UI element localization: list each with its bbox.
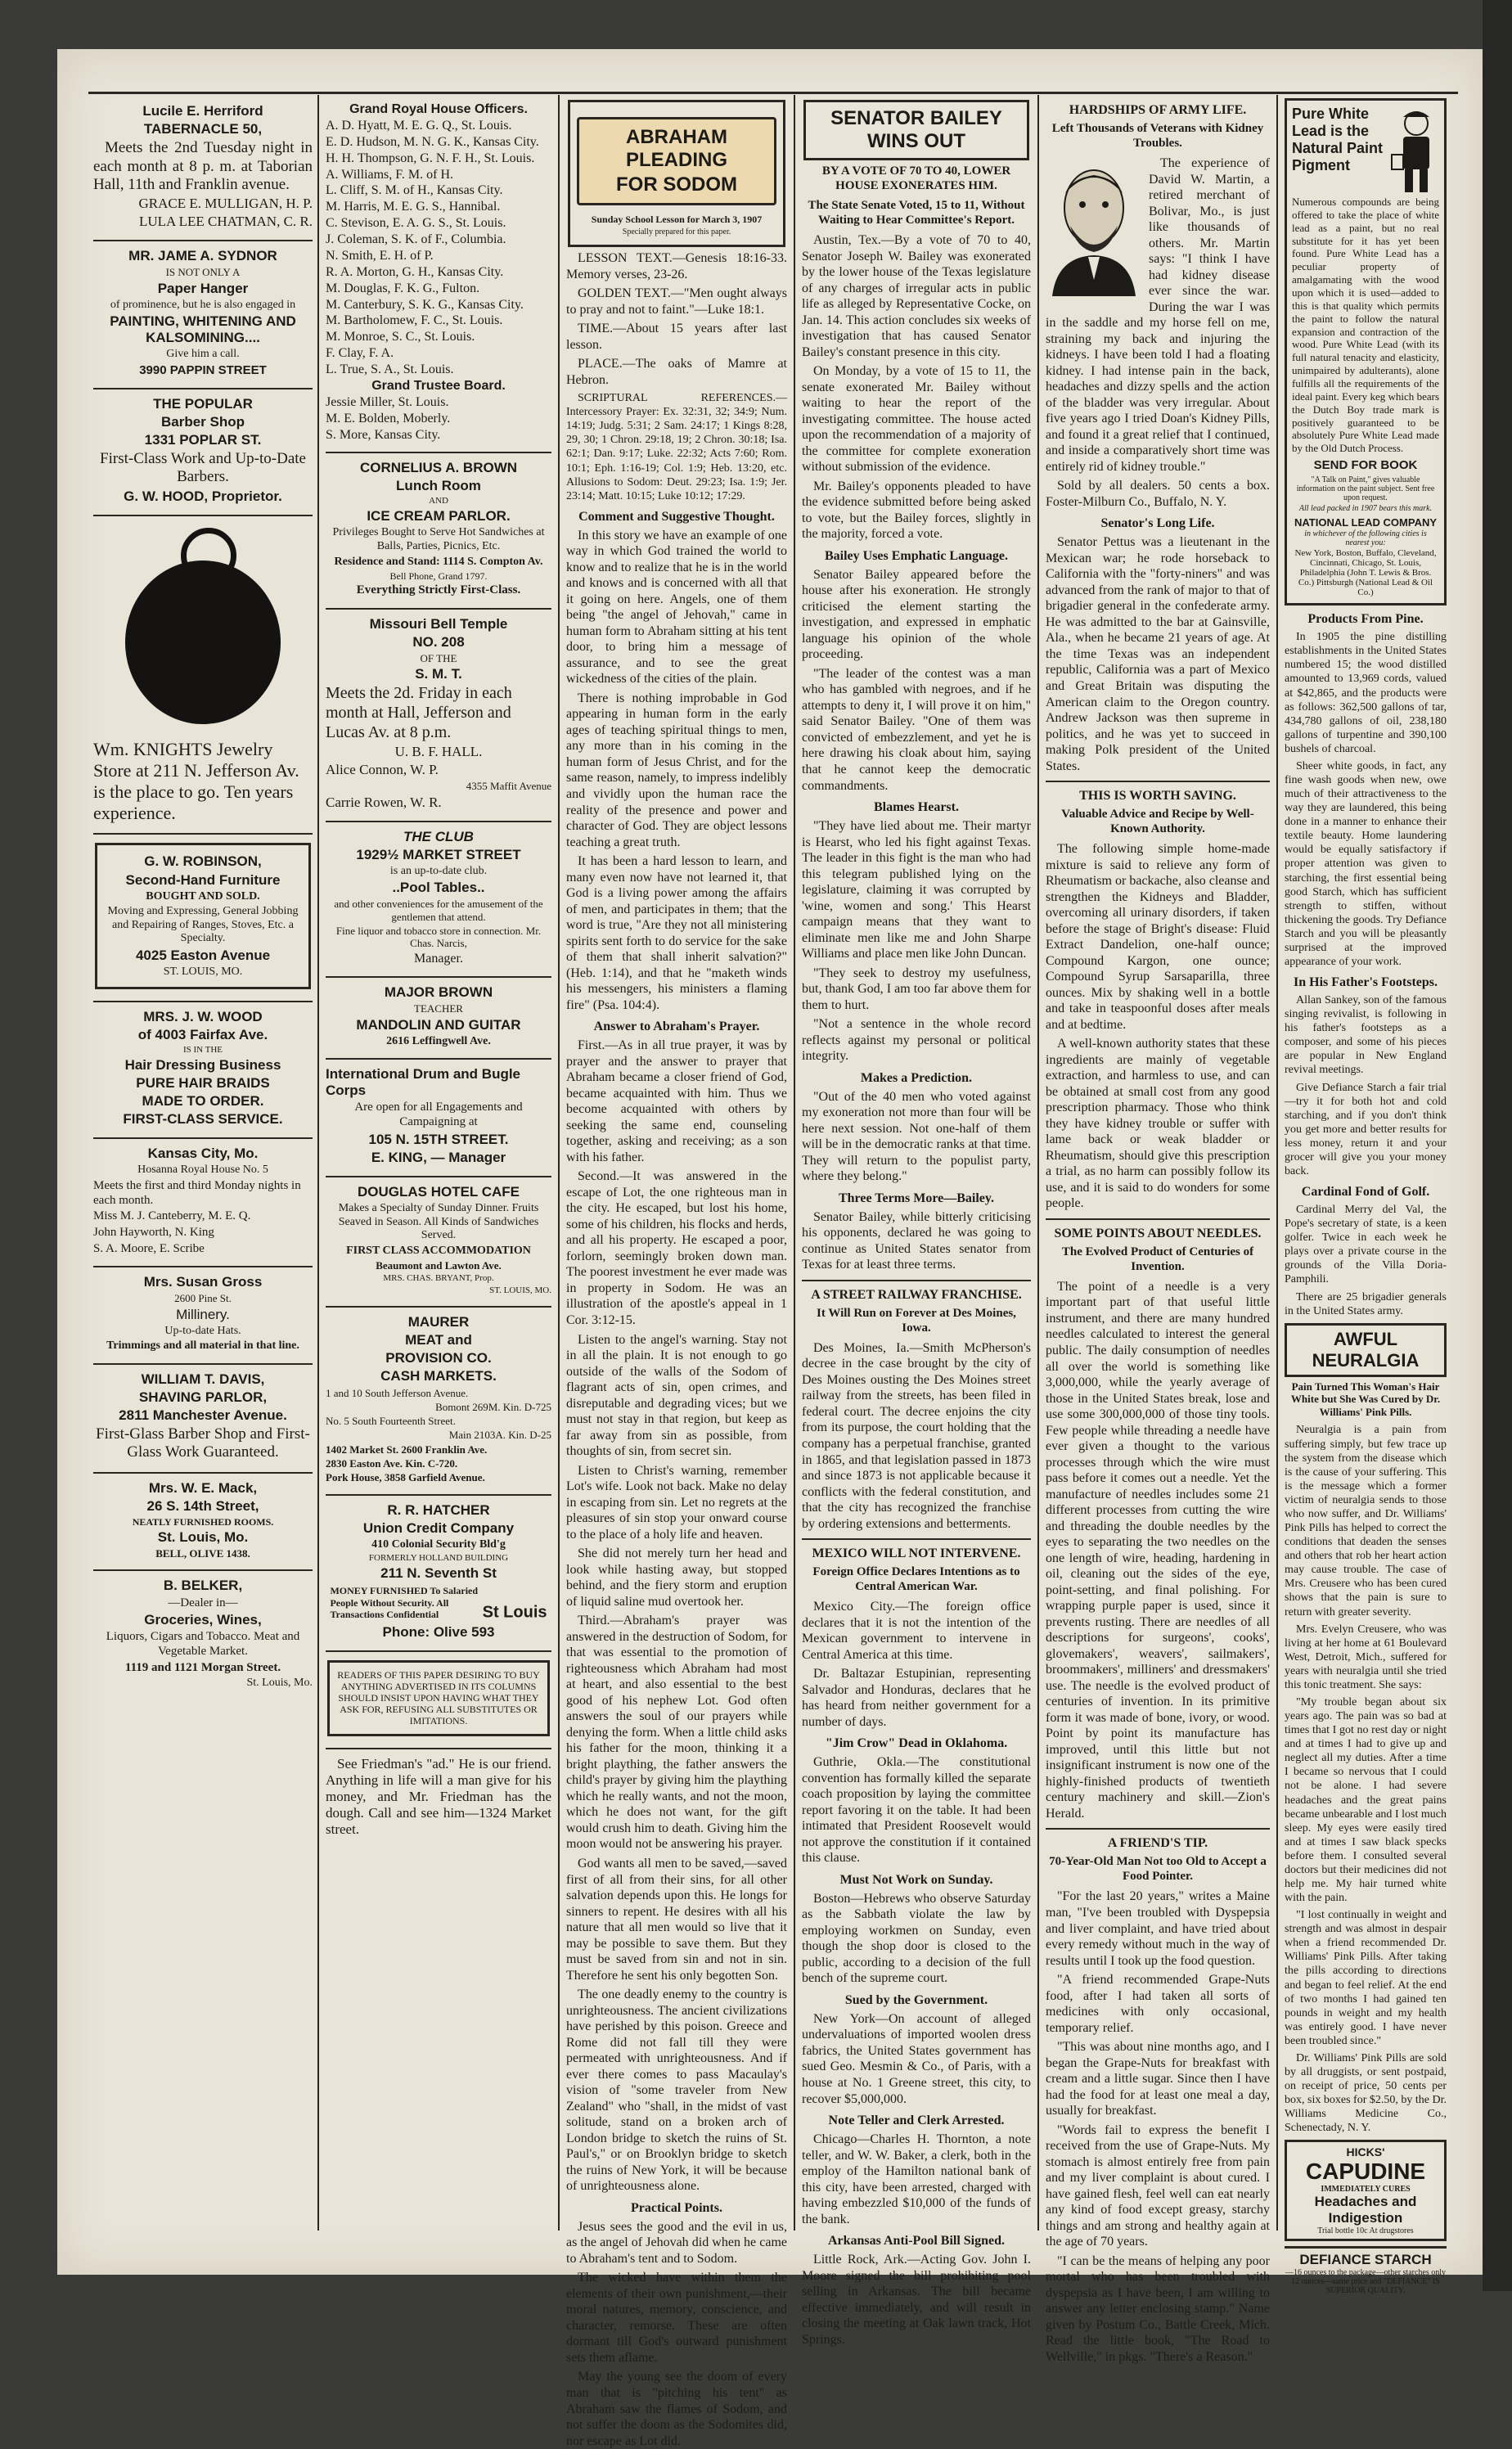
column-rule-4 [1037, 95, 1039, 2231]
lesson-title-box [568, 100, 785, 247]
royal-officer-13: M. Bartholomew, F. C., St. Louis. [326, 313, 503, 328]
neuralgia-p2: Mrs. Evelyn Creusere, who was living at her home at 61 Boulevard West, Detroit, Mich., suffered for years with neuralgia until she tried this tonic treatment. She says: [1285, 1623, 1447, 1691]
royal-officer-8: J. Coleman, S. K. of F., Columbia. [326, 232, 506, 246]
ad-drum-corps [326, 1060, 551, 1177]
bailey-p4: Senator Bailey appeared before the house after his exoneration. He strongly criticised the element starting the investigation, and expressed in emphatic language his opinion of the whole proceeding. [802, 567, 1031, 662]
temple-addr: 4355 Maffit Avenue [466, 780, 551, 793]
royal-officers-list [326, 119, 551, 378]
royal-officer-11: M. Douglas, F. K. G., Fulton. [326, 281, 480, 295]
sydnor-text: of prominence, but he is also engaged in [110, 298, 296, 311]
lesson-p12: Listen to Christ's warning, remember Lot's wife. Look not back. Make no delay in escaping from sin. Let no regrets at the pleasures of sin stop your onward course to the place of a holy life and heaven. [566, 1463, 787, 1542]
gross-name: Mrs. Susan Gross [143, 1274, 263, 1290]
bailey-p7: "They seek to destroy my usefulness, but, thank God, I am too far above them for them to hurt. [802, 966, 1031, 1012]
lead-send: SEND FOR BOOK [1313, 458, 1418, 473]
railway-headline: A STREET RAILWAY FRANCHISE. [802, 1280, 1031, 1303]
lesson-p9: First.—As in all true prayer, it was by prayer and the answer to prayer that Abraham became a closer friend of God, became acquainted with him. Thus we become acquainted with others by seeking the same end, counseling together, asking and receiving; as a son with his father. [566, 1038, 787, 1164]
column-1 [88, 97, 317, 2265]
saving-sub: Valuable Advice and Recipe by Well-Known Authority. [1061, 808, 1254, 836]
lesson-p17: Jesus sees the good and the evil in us, as the angel of Jehovah did when he came to Abraham's tent and to Sodom. [566, 2219, 787, 2266]
wood-line2: MADE TO ORDER. [142, 1093, 264, 1110]
royal-officer-10: R. A. Morton, G. H., Kansas City. [326, 264, 504, 279]
royal-trustee-3: S. More, Kansas City. [326, 427, 441, 442]
wood-addr: of 4003 Fairfax Ave. [137, 1027, 268, 1043]
lesson-p3: TIME.—About 15 years after last lesson. [566, 322, 787, 352]
neuralgia-title: AWFUL NEURALGIA [1312, 1328, 1420, 1371]
kc-text: Meets the first and third Monday nights in each month. [93, 1178, 301, 1207]
lesson-p16: The one deadly enemy to the country is unrighteousness. The ancient civilizations have perished by this poison. Greece and Rome did not fall till they were permeated with unrighteousness. And if ever there comes to pass Macaulay's vision of "some traveler from New Zealand" who "shall, in the midst of vast solitude, stand on a broken arch of London bridge to sketch the ruins of St. Paul's," or on Brooklyn bridge to sketch the ruins of New York, it will be because of unrighteousness alone. [566, 1988, 787, 2194]
bailey-p5: "The leader of the contest was a man who has gambled with negroes, and if he attempts to deny it, I will prove it on him," said Senator Bailey. "One of them was convicted of embezzlement, and yet he is here drawing his cloak about him, saying that he cannot keep the democratic commandments. [802, 666, 1031, 793]
saving-p2: A well-known authority states that these ingredients are mainly of vegetable extraction, and harmless to use, and can be obtained at small cost from any good prescription pharmacy. Those who think they have kidney trouble or suffer with lame back or weak bladder or Rheumatism, should give this prescription a trial, as no harm can possibly follow its use, and it is said to do wonders for some people. [1046, 1037, 1270, 1211]
lesson-p8: It has been a hard lesson to learn, and many even now have not learned it, that God is a living power among the affairs of men, and participates in them; that the word is true, "Are they not all ministering spirits sent forth to do service for the sake of them that shall inherit salvation?" (Heb. 1:14), and that he "maketh winds his messengers, his ministers a flaming fire" (Psa. 104:4). [566, 854, 787, 1012]
bailey-p8: "Not a sentence in the whole record reflects against my personal or political integrity. [802, 1017, 1031, 1064]
maurer-a3: No. 5 South Fourteenth Street. [326, 1415, 456, 1428]
defiance-title: DEFIANCE STARCH [1299, 2252, 1432, 2268]
army-sub: Left Thousands of Veterans with Kidney Troubles. [1051, 122, 1264, 150]
ad-gross [93, 1267, 313, 1364]
ad-knights [93, 516, 313, 835]
kc-officer-1: Miss M. J. Canteberry, M. E. Q. [93, 1209, 251, 1223]
column-3 [561, 97, 792, 2448]
maurer-a7: Pork House, 3858 Garfield Avenue. [326, 1471, 485, 1484]
lesson-p13: She did not merely turn her head and look while hasting away, but stopped behind, and the fiery storm and eruption of liquid saline mud overtook her. [566, 1546, 787, 1609]
royal-officer-1: A. D. Hyatt, M. E. G. Q., St. Louis. [326, 118, 512, 133]
tip-p2: "A friend recommended Grape-Nuts food, after I had taken all sorts of medicines with only occasional, temporary relief. [1046, 1973, 1270, 2035]
maurer-a2: Bomont 269M. Kin. D-725 [435, 1400, 551, 1413]
kc-sub: Hosanna Royal House No. 5 [137, 1164, 268, 1177]
railway-sub: It Will Run on Forever at Des Moines, Iowa. [817, 1306, 1016, 1335]
robinson-title: Second-Hand Furniture [125, 871, 281, 888]
drum-title: International Drum and Bugle Corps [326, 1066, 521, 1099]
railway-p1: Des Moines, Ia.—Smith McPherson's decree in the case brought by the city of Des Moines ousting the Des Moines street railway from the streets, has been filed in federal court. The decree enjoins the city from its purpose, the court holding that the company has a perpetual franchise, granted in 1865, and that legislation passed in 1873 and since 1873 is not applicable because it conflicts with the federal constitution, and that the city has recognized the franchise by ordering extensions and betterments. [802, 1340, 1031, 1531]
ad-douglas-hotel [326, 1177, 551, 1308]
davis-addr: 2811 Manchester Avenue. [119, 1407, 287, 1423]
brown-and: AND [429, 496, 448, 506]
bailey-s4: Three Terms More—Bailey. [838, 1191, 995, 1205]
royal-title: Grand Royal House Officers. [349, 102, 528, 116]
sued-head: Sued by the Government. [844, 1992, 988, 2007]
lesson-sub: Sunday School Lesson for March 3, 1907 [591, 214, 763, 225]
arkansas-head: Arkansas Anti-Pool Bill Signed. [827, 2234, 1006, 2249]
ad-barber [93, 389, 313, 516]
ad-readers-notice [326, 1652, 551, 1749]
robinson-text: Moving and Expressing, General Jobbing and Repairing of Ranges, Stoves, Etc. a Specialty. [107, 905, 299, 945]
ad-bell-temple [326, 610, 551, 822]
army-p2: Sold by all dealers. 50 cents a box. Foster-Milburn Co., Buffalo, N. Y. [1046, 479, 1270, 509]
mack-rooms: NEATLY FURNISHED ROOMS. [132, 1515, 274, 1528]
bailey-p6: "They have lied about me. Their martyr is Hearst, who led his fight against Texas. The leader in this fight is the man who had this telegram published lying on the legislature, claiming it was corrupted by 'wine, women and song.' This Hearst campaign means that they want to eliminate men like me and John Sharpe Williams and place men like John Duncan. [802, 819, 1031, 961]
sydnor-sub: IS NOT ONLY A [165, 266, 241, 279]
capudine-pre: HICKS' [1346, 2145, 1385, 2159]
bailey-p1: Austin, Tex.—By a vote of 70 to 40, Senator Joseph W. Bailey was exonerated by the lower house of the Texas legislature of any charges of irregular acts in public life as alleged by Representative Cocke, on Jan. 14. This action concludes six weeks of investigation that has caused Senator Bailey's constant presence in this city. [802, 233, 1031, 359]
bailey-sub2: The State Senate Voted, 15 to 11, Without Waiting to Hear Committee's Report. [808, 199, 1025, 227]
portrait-illustration [1046, 157, 1142, 296]
club-text: and other conveniences for the amusement of the gentlemen that attend. [334, 898, 543, 923]
dark-margin-right [1483, 0, 1512, 2291]
ad-major-brown [326, 978, 551, 1060]
army-headline: HARDSHIPS OF ARMY LIFE. [1069, 103, 1247, 117]
lesson-p10: Second.—It was answered in the escape of Lot, the one righteous man in the city. He escaped, but lost his home, some of his children, his flocks and herds, and all his property. He escaped a poor, forlorn, seemingly broken down man. The poorest investment he ever made was in property in Sodom. He was an illustration of the apostle's appeal in 1 Cor. 3:12-15. [566, 1169, 787, 1327]
ad-kansas-city [93, 1139, 313, 1267]
tip-p3: "This was about nine months ago, and I began the Grape-Nuts for breakfast with cream and a little sugar. Since then I have had the food for at least one meal a day, usually for breakfast. [1046, 2040, 1270, 2118]
friedman-text: See Friedman's "ad." He is our friend. Anything in life will a man give for his money, and Mr. Friedman has the dough. Call and see him—1324 Market street. [326, 1755, 551, 1837]
hatcher-addr1: 410 Colonial Security Bld'g [371, 1537, 506, 1551]
ad-mack [93, 1474, 313, 1572]
ad-the-club [326, 822, 551, 979]
barber-prop: G. W. HOOD, Proprietor. [124, 488, 282, 504]
bailey-s1: Bailey Uses Emphatic Language. [824, 548, 1008, 563]
wood-line1: PURE HAIR BRAIDS [136, 1075, 270, 1092]
tip-p1: "For the last 20 years," writes a Maine man, "I've been troubled with Dyspepsia and liver complaint, and have tried about every remedy without much in the way of results until I took up the food question. [1046, 1889, 1270, 1968]
belker-city: St. Louis, Mo. [246, 1677, 313, 1690]
herriford-sig1: GRACE E. MULLIGAN, H. P. [138, 196, 313, 212]
maurer-a5: 1402 Market St. 2600 Franklin Ave. [326, 1443, 488, 1456]
royal-officer-16: L. True, S. A., St. Louis. [326, 362, 454, 376]
lesson-p6: In this story we have an example of one way in which God trained the world to know and to realize that he is in the world and knows and is concerned with all that it going on here. Angels, one of them being "the angel of Jehovah," came in human form to Abraham sitting at his tent door, to bring him a message of assurance, and to see the great wickedness of the cities of the plain. [566, 528, 787, 687]
royal-officer-2: E. D. Hudson, M. N. G. K., Kansas City. [326, 134, 539, 149]
lesson-banner [577, 117, 776, 205]
lesson-p19: May the young see the doom of every man that is "pitching his tent" as Abraham saw the flames of Sodom, and not suffer the doom as the Sodomites did, nor escape as Lot did. [566, 2370, 787, 2448]
sunday-p: Boston—Hebrews who observe Saturday as the Sabbath violate the law by employing workmen on Sunday, even though the shop door is closed to the public, according to a decision of the full bench of the supreme court. [802, 1891, 1031, 1986]
bailey-s3: Makes a Prediction. [860, 1070, 973, 1085]
column-rule-3 [794, 95, 795, 2231]
maurer-title: MAURER [407, 1314, 470, 1330]
gross-text2: Trimmings and all material in that line. [106, 1339, 299, 1353]
capudine-line1: Headaches and [1314, 2194, 1417, 2210]
neuralgia-p1: Neuralgia is a pain from suffering simply, but few trace up the system from the disease which is the cause of your suffering. This is the message which a former victim of neuralgia sends to those who now suffer, and Dr. Williams' Pink Pills has helped to correct the conditions that deaden the senses and others that rob her heart action may cause trouble. The case of Mrs. Creusere who has been cured shows that the pain is sure to return with greater severity. [1285, 1424, 1447, 1618]
lesson-p15: God wants all men to be saved,—saved first of all from their sins, for all other salvation depends upon this. He longs for sinners to repent. He desires with all his nature that all men would so live that it may be possible to save them. But they must be saved from sin and not in sin. Therefore he sent his only begotten Son. [566, 1857, 787, 1983]
robinson-addr: 4025 Easton Avenue [135, 947, 271, 963]
ad-white-lead [1285, 98, 1447, 605]
column-rule-2 [558, 95, 560, 2231]
column-rule-1 [317, 95, 319, 2231]
robinson-name: G. W. ROBINSON, [144, 853, 262, 870]
tip-headline: A FRIEND'S TIP. [1046, 1828, 1270, 1851]
barber-title: Barber Shop [160, 413, 245, 430]
club-title: THE CLUB [403, 828, 474, 844]
neuralgia-p5: Dr. Williams' Pink Pills are sold by all druggists, or sent postpaid, on receipt of price, 50 cents per box, six boxes for $2.50, by the Dr. Williams Medicine Co., Schenectady, N. Y. [1285, 2051, 1447, 2135]
lead-note: All lead packed in 1907 bears this mark. [1298, 504, 1433, 514]
lead-p1: Numerous compounds are being offered to take the place of white lead as a paint, but no real substitute for it has yet been found. Pure White Lead has a peculiar property of amalgamating with the wood upon which it is used—added to this is that quality which permits the paint to follow the natural expansion and contraction of the wood. Pure White Lead (with its full natural tenacity and elasticity, unimpaired by adulterants), alone fulfills all the requirements of the ideal paint. Every keg which bears the Dutch Boy trade mark is positively guaranteed to be absolutely Pure White Lead made by the Old Dutch Process. [1292, 196, 1439, 455]
lead-co: NATIONAL LEAD COMPANY [1294, 516, 1438, 529]
bailey-headline-box [803, 100, 1029, 160]
hatcher-phone: Phone: Olive 593 [382, 1623, 495, 1640]
mack-city: St. Louis, Mo. [157, 1529, 249, 1546]
barber-addr: 1331 POPLAR ST. [144, 431, 262, 448]
mack-bell: BELL, OLIVE 1438. [155, 1547, 250, 1560]
mexico-p1: Mexico City.—The foreign office declares that it is not the intention of the Mexican government to intervene in Central America at this time. [802, 1600, 1031, 1662]
drum-mgr: E. KING, — Manager [371, 1149, 506, 1165]
wood-title: Hair Dressing Business [124, 1057, 281, 1074]
barber-text: First-Class Work and Up-to-Date Barbers. [100, 449, 306, 486]
temple-smt: S. M. T. [415, 666, 462, 682]
cardinal-p: Cardinal Merry del Val, the Pope's secretary of state, is a keen golfer. Twice in each week he plays over a private course in the grounds of the Villa Doria-Pamphili. [1285, 1204, 1447, 1286]
hatcher-money: MONEY FURNISHED To Salaried People Without Security. All Transactions Confidential [330, 1585, 479, 1620]
douglas-text: Makes a Specialty of Sunday Dinner. Fruits Seaved in Season. All Kinds of Sandwiches Served. [338, 1201, 539, 1242]
club-big: ..Pool Tables.. [392, 880, 485, 896]
wood-tag: FIRST-CLASS SERVICE. [123, 1111, 283, 1128]
column-4 [797, 97, 1036, 2347]
kc-officer-3: S. A. Moore, E. Scribe [93, 1241, 205, 1255]
belker-title: Groceries, Wines, [144, 1612, 262, 1628]
newspaper-page [57, 49, 1483, 2448]
tip-p4: "Words fail to express the benefit I received from the use of Grape-Nuts. My stomach is almost entirely free from pain and my liver complaint is about cured. I have gained flesh, feel well can eat nearly any kind of food except greasy, starchy things and am strong and healthy again at the age of 70 years. [1046, 2123, 1270, 2249]
pine-p: In 1905 the pine distilling establishments in the United States numbered 15; the wood distilled amounted to 13,969 cords, valued at $42,865, and the products were as follows: 362,500 gallons of tar, 434,780 gallons of oil, 238,180 gallons of turpentine and 390,100 bushels of charcoal. [1285, 631, 1447, 755]
mexico-p2: Dr. Baltazar Estupinian, representing Salvador and Honduras, declares that he has heard from neither government for a number of days. [802, 1667, 1031, 1729]
jimcrow-p: Guthrie, Okla.—The constitutional convention has formally killed the separate coach proposition by laying the committee report favoring it on the table. It had been intimated that President Roosevelt would not approve the constitution if it contained this clause. [802, 1755, 1031, 1866]
bailey-p10: Senator Bailey, while bitterly criticising his opponents, declared he was going to continue as United States senator from Texas for at least three terms. [802, 1209, 1031, 1272]
top-rule [88, 92, 1458, 94]
jimcrow-head: "Jim Crow" Dead in Oklahoma. [825, 1736, 1008, 1751]
lesson-p7: There is nothing improbable in God appearing in human form in the early ages of teaching spiritual things to men, any more than in his coming in the human form of Jesus Christ, and for the same reason, namely, to impress indelibly and vividly upon the human race the reality of the presence and power and character of God. They are object lessons teaching a great truth. [566, 691, 787, 849]
needles-p: The point of a needle is a very important part of that useful little instrument, and there are many hundred needles calculated to interest the general public. The daily consumption of needles all over the world is something like 3,000,000, while the yearly average of those in the United States break, lose and use some 300,000,000 of those tiny tools. Few people while threading a needle have ever given a thought to the various processes through which the wire must pass before it comes out a needle. Yet the manufacture of needles includes some 21 different processes from cutting the wire and threading the double needles by the eyes to separating the two needles on the one length of wire, heading, hardening in oil, cleaning out the sides of the eye, point-setting, and final polishing. For wrapping purple paper is used, since it prevents rusting. There are needles of all descriptions for surgeons', cooks', glovemakers', weavers', sailmakers', broommakers', milliners' and dressmakers' use. The needle is the evolved product of centuries of invention. In its primitive form it was made of bone, ivory, or wood. Point by point its manufacture has improved, until this little but not insignificant instrument is now one of the highly-finished products of twentieth century machinery and skill.—Zion's Herald. [1046, 1279, 1270, 1821]
ad-sydnor [93, 241, 313, 389]
temple-ubf: U. B. F. HALL. [394, 744, 483, 760]
readers-text: READERS OF THIS PAPER DESIRING TO BUY ANYTHING ADVERTISED IN ITS COLUMNS SHOULD INSIST UPON HAVING WHAT THEY ASK FOR, REFUSING ALL SUBSTITUTES OR IMITATIONS. [337, 1668, 540, 1727]
royal-officer-15: F. Clay, F. A. [326, 346, 394, 361]
ad-maurer [326, 1308, 551, 1495]
saving-p1: The following simple home-made mixture is said to relieve any form of Rheumatism or backache, also cleanse and strengthen the Kidneys and Bladder, overcoming all urinary disorders, if taken before the stage of Bright's disease: Fluid Extract Dandelion, one-half ounce; Compound Kargon, one ounce; Compound Syrup Sarsaparilla, three ounces. Mix by shaking well in a bottle and take in teaspoonful doses after meals and at bedtime. [1046, 842, 1270, 1032]
belker-addr: 1119 and 1121 Morgan Street. [124, 1660, 281, 1674]
bailey-sub: BY A VOTE OF 70 TO 40, LOWER HOUSE EXONERATES HIM. [821, 164, 1011, 192]
bailey-p9: "Out of the 40 men who voted against my exoneration not more than four will be here next session. Not one-half of them will be in the democratic ranks at that time. They will return to the populist party, where they belong." [802, 1089, 1031, 1184]
capudine-sub: IMMEDIATELY CURES [1321, 2185, 1411, 2195]
major-addr: 2616 Leffingwell Ave. [386, 1034, 491, 1047]
royal-officer-4: A. Williams, F. M. of H. [326, 167, 454, 182]
starch2-p: Give Defiance Starch a fair trial—try it for both hot and cold starching, and if you don't think you get more and better results for less money, return it and your grocer will give you your money back. [1285, 1081, 1447, 1177]
douglas-city: ST. LOUIS, MO. [489, 1285, 551, 1296]
mexico-headline: MEXICO WILL NOT INTERVENE. [802, 1538, 1031, 1561]
lesson-s1: Comment and Suggestive Thought. [578, 509, 775, 524]
capudine-tag: Trial bottle 10c At drugstores [1317, 2226, 1414, 2236]
hatcher-addr3: 211 N. Seventh St [380, 1565, 497, 1582]
drum-addr: 105 N. 15TH STREET. [368, 1131, 509, 1147]
belker-name: B. BELKER, [163, 1578, 243, 1594]
lesson-s3: Practical Points. [631, 2200, 722, 2215]
temple-officer-1: Alice Connon, W. P. [326, 762, 439, 778]
brown-title: Lunch Room [396, 478, 481, 494]
sued-p: New York—On account of alleged undervaluations of imported woolen dress fabrics, the United States government has sued Geo. Mesmin & Co., of Paris, with a house at No. 1 Greene street, this city, to recover $5,000,000. [802, 2011, 1031, 2106]
maurer-sub1: MEAT and [405, 1332, 472, 1348]
army-p1: The experience of David W. Martin, a retired merchant of Bolivar, Mo., is just like thousands of others. Mr. Martin says: "I think I have had kidney disease ever since the war. During the war I was in the saddle and my horse fell on me, straining my back and injuring the kidneys. I have been told I had a floating kidney. I had intense pain in the back, headaches and dizzy spells and the action of the bladder was very irregular. About five years ago I tried Doan's Kidney Pills, and found it a great relief that I continued, and inside a comparatively short time was entirely rid of kidney trouble." [1046, 156, 1270, 474]
ad-hatcher [326, 1496, 551, 1652]
hatcher-city: St Louis [482, 1603, 547, 1622]
bailey-p3: Mr. Bailey's opponents pleaded to have the evidence submitted before being asked to vote, but the Bailey forces, slightly in the majority, forced a vote. [802, 479, 1031, 542]
royal-officer-12: M. Canterbury, S. K. G., Kansas City. [326, 297, 524, 312]
capudine-title: CAPUDINE [1305, 2159, 1426, 2185]
lesson-title-2: FOR SODOM [616, 173, 737, 196]
major-sub: MANDOLIN AND GUITAR [356, 1016, 521, 1033]
arkansas-p: Little Rock, Ark.—Acting Gov. John I. Moore signed the bill prohibiting pool selling in Arkansas. The bill became effective immediately, and will result in closing the meeting at Oak lawn track, Hot Springs. [802, 2253, 1031, 2347]
lesson-sub2: Specially prepared for this paper. [622, 227, 731, 236]
capudine-line2: Indigestion [1328, 2210, 1403, 2226]
royal-officer-6: M. Harris, M. E. G. S., Hannibal. [326, 200, 501, 214]
herriford-title: Lucile E. Herriford [142, 103, 263, 119]
lesson-p5: SCRIPTURAL REFERENCES.—Intercessory Prayer: Ex. 32:31, 32; 34:9; Num. 14:19; Judg. 5:31; 2 Sam. 24:17; 1 Kings 8:28, 29, 30; 1 Chron. 29:18, 19; 2 Chron. 30:18; Isa. 62:1; Dan. 9:17; Luke. 22:32; Acts 7:60; Rom. 10:1; Eph. 1:16-19; Col. 1:9; Heb. 13:20, etc. Allusions to Sodom: Deut. 29:23; Isa. 1:9; Jer. 23:14; Matt. 10:15; Luke 10:12; 17:29. [566, 392, 787, 502]
douglas-prop: MRS. CHAS. BRYANT, Prop. [383, 1273, 494, 1284]
ad-friedman [326, 1749, 551, 1848]
neuralgia-sub: Pain Turned This Woman's Hair White but She Was Cured by Dr. Williams' Pink Pills. [1290, 1380, 1441, 1418]
hatcher-title: Union Credit Company [362, 1519, 515, 1536]
neuralgia-p4: "I lost continually in weight and strength and was almost in despair when a friend recommended Dr. Williams' Pink Pills. After taking the pills according to directions and began to feel relief. At the end of two months I had gained ten pounds in weight and my health was entirely good. I have never been troubled since." [1285, 1909, 1447, 2047]
ad-wood [93, 1002, 313, 1139]
temple-of: OF THE [420, 651, 457, 664]
royal-trustee-title: Grand Trustee Board. [371, 378, 506, 393]
lesson-p1: LESSON TEXT.—Genesis 18:16-33. Memory verses, 23-26. [566, 251, 787, 281]
sydnor-title: MR. JAME A. SYDNOR [128, 248, 277, 264]
sunday-head: Must Not Work on Sunday. [839, 1872, 993, 1887]
davis-name: WILLIAM T. DAVIS, [141, 1371, 265, 1387]
herriford-sig2: LULA LEE CHATMAN, C. R. [138, 214, 313, 230]
bailey-title: SENATOR BAILEY WINS OUT [830, 107, 1002, 152]
hatcher-name: R. R. HATCHER [387, 1501, 490, 1518]
knights-text: Wm. KNIGHTS Jewelry Store at 211 N. Jefferson Av. is the place to go. Ten years experience. [93, 738, 299, 823]
lesson-p14: Third.—Abraham's prayer was answered in the destruction of Sodom, for that was essential to the promotion of righteousness which Abraham had most at heart, and also essential to the best good of his nephew Lot. God often answers the soul of our prayers while denying the form. When a little child asks his father for the moon, thinking it a bright plaything, the father answers the child's prayer by giving him the plaything which he really wants, and not the moon, which he does not want, for the gift would crush him to death. Giving him the moon would not be answering his prayer. [566, 1614, 787, 1852]
temple-title: Missouri Bell Temple [369, 615, 508, 632]
brown-text: Privileges Bought to Serve Hot Sandwiches at Balls, Parties, Picnics, Etc. [332, 526, 545, 552]
pine-head: Products From Pine. [1307, 612, 1424, 627]
brown-name: CORNELIUS A. BROWN [359, 460, 518, 476]
robinson-sub: BOUGHT AND SOLD. [146, 889, 260, 903]
davis-text: First-Glass Barber Shop and First-Glass Work Guaranteed. [96, 1425, 310, 1461]
club-mgr: Manager. [414, 951, 463, 966]
tip-p5: "I can be the means of helping any poor mortal who has been troubled with dyspepsia as I have been, I am willing to answer any letter enclosing stamp." Name given by Postum Co., Battle Creek, Mich. Read the little book, "The Road to Wellville," in pkgs. "There's a Reason." [1046, 2253, 1270, 2364]
sankey-p: Allan Sankey, son of the famous singing revivalist, is following in his father's footsteps as a composer, and some of his pieces are popular in New England revival meetings. [1285, 994, 1447, 1077]
mack-addr: 26 S. 14th Street, [146, 1497, 259, 1514]
cardinal-head: Cardinal Fond of Golf. [1301, 1185, 1430, 1200]
royal-officer-7: C. Stevison, E. A. G. S., St. Louis. [326, 216, 506, 231]
ad-herriford [93, 97, 313, 241]
royal-trustees-list [326, 395, 551, 443]
pocket-watch-illustration [117, 528, 289, 732]
temple-text: Meets the 2d. Friday in each month at Hall, Jefferson and Lucas Av. at 8 p.m. [326, 684, 512, 741]
major-teacher: TEACHER [414, 1002, 463, 1015]
club-sub: is an up-to-date club. [389, 864, 488, 877]
ad-davis [93, 1365, 313, 1474]
gross-text1: Up-to-date Hats. [164, 1324, 241, 1337]
kc-title: Kansas City, Mo. [147, 1146, 259, 1162]
club-addr: 1929½ MARKET STREET [356, 846, 521, 862]
lead-cities: New York, Boston, Buffalo, Cleveland, Cincinnati, Chicago, St. Louis, Philadelphia (John T. Lewis & Bros. Co.) Pittsburgh (National Lead & Oil Co.) [1294, 548, 1437, 598]
belker-text: Liquors, Cigars and Tobacco. Meat and Vegetable Market. [106, 1630, 300, 1658]
starch1-p: Sheer white goods, in fact, any fine wash goods when new, owe much of their attractiveness to the way they are laundered, this being done in a manner to enhance their textile beauty. Home laundering would be equally satisfactory if proper attention was given to starching, the first essential being good Starch, which has sufficient strength to stiffen, without thickening the goods. Try Defiance Starch and you will be pleasantly surprised at the improved appearance of your work. [1285, 759, 1447, 968]
lead-book: "A Talk on Paint," gives valuable information on the paint subject. Sent free upon request. [1296, 475, 1435, 503]
hatcher-addr2: FORMERLY HOLLAND BUILDING [368, 1553, 509, 1564]
needles-sub: The Evolved Product of Centuries of Invention. [1061, 1245, 1254, 1273]
portrait-svg [1046, 157, 1142, 296]
lesson-p4: PLACE.—The oaks of Mamre at Hebron. [566, 357, 787, 387]
maurer-cash: CASH MARKETS. [380, 1368, 497, 1384]
needles-headline: SOME POINTS ABOUT NEEDLES. [1046, 1218, 1270, 1241]
sydnor-big: Paper Hanger [157, 280, 249, 296]
barber-pre: THE POPULAR [153, 395, 253, 412]
column-5 [1041, 97, 1275, 2364]
club-cigar: Fine liquor and tobacco store in connection. Mr. Chas. Narcis, [335, 924, 542, 950]
neuralgia-p3: "My trouble began about six years ago. The pain was so bad at times that I got no rest day or night and at times I had to give up and neglect all my duties. After a time I became so nervous that I could not be alone. I had severe headaches and the great pains became unbearable and I lost much sleep. My eyes were easily tired and at times I saw black specks before them. I consulted several doctors but their medicines did not help me. My hair turned white with the pain. [1285, 1695, 1447, 1905]
pettus-p: Senator Pettus was a lieutenant in the Mexican war; he rode horseback to California with the "forty-niners" and was advanced from the rank of major to that of brigadier general in the confederate army. He was admitted to the bar at Gainsville, Ala., when he became 21 years of age. At the time Texas was an independent republic, California was a part of Mexico and Great Britain was disputing the American claim to the Oregon country. Andrew Jackson was then supreme in politics, and he was yet to succeed in making Polk president of the United States. [1046, 535, 1270, 773]
lesson-s2: Answer to Abraham's Prayer. [593, 1020, 760, 1034]
herriford-sub: TABERNACLE 50, [143, 121, 263, 137]
drum-text: Are open for all Engagements and Campaigning at [354, 1101, 523, 1129]
lesson-p18: The wicked have within them the elements of their own punishment,—their moral natures, memory, conscience, and character, remorse. These are often dormant till God's outward punishment sets them aflame. [566, 2271, 787, 2365]
davis-title: SHAVING PARLOR, [138, 1389, 268, 1405]
major-title: MAJOR BROWN [384, 984, 493, 1001]
teller-p: Chicago—Charles H. Thornton, a note teller, and W. W. Baker, a clerk, both in the employ of the Hamilton national bank of this city, have been arrested, charged with having embezzled $10,000 of the funds of the bank. [802, 2132, 1031, 2226]
royal-trustee-2: M. E. Bolden, Moberly. [326, 411, 451, 425]
royal-officer-3: H. H. Thompson, G. N. F. H., St. Louis. [326, 151, 535, 165]
sydnor-call: Give him a call. [166, 348, 240, 361]
defiance-text: —16 ounces to the package—other starches only 12 ounces—same price and "DEFIANCE" IS SUPERIOR QUALITY. [1285, 2268, 1447, 2296]
sydnor-addr: 3990 PAPPIN STREET [139, 362, 267, 377]
neuralgia-headline-box [1285, 1323, 1447, 1377]
maurer-a1: 1 and 10 South Jefferson Avenue. [326, 1386, 469, 1399]
column-6 [1280, 97, 1451, 2296]
royal-trustee-1: Jessie Miller, St. Louis. [326, 394, 449, 409]
column-rule-5 [1276, 95, 1278, 2231]
royal-officer-14: M. Monroe, S. C., St. Louis. [326, 330, 475, 344]
brown-addr: Residence and Stand: 1114 S. Compton Av. [334, 555, 543, 568]
bailey-p2: On Monday, by a vote of 15 to 11, the senate exonerated Mr. Bailey without waiting to hear the report of the investigating committee. The house acted upon the recommendation of a majority of the committee for complete exoneration without submission of the evidence. [802, 364, 1031, 475]
sankey-head: In His Father's Footsteps. [1294, 975, 1438, 990]
maurer-sub2: PROVISION CO. [385, 1350, 492, 1366]
lesson-p11: Listen to the angel's warning. Stay not in all the plain. It is not enough to go outside of the walls of the Sodom of flagrant acts of sin, open crimes, and disreputable and degrading vices; but we must not stay in that region, but keep as far away from sin as possible, from thoughts of sin, from secret sin. [566, 1332, 787, 1459]
royal-officer-5: L. Cliff, S. M. of H., Kansas City. [326, 183, 503, 198]
herriford-text: Meets the 2nd Tuesday night in each month at 8 p. m. at Taborian Hall, 11th and Franklin avenue. [93, 139, 313, 193]
temple-no: NO. 208 [412, 633, 465, 650]
robinson-city: ST. LOUIS, MO. [163, 965, 243, 978]
column-2 [321, 97, 556, 2265]
sydnor-trade: PAINTING, WHITENING AND KALSOMINING.... [110, 313, 296, 346]
teller-head: Note Teller and Clerk Arrested. [828, 2114, 1005, 2128]
mexico-sub: Foreign Office Declares Intentions as to Central American War. [812, 1565, 1020, 1594]
wood-name: MRS. J. W. WOOD [143, 1009, 263, 1025]
ad-cornelius-brown [326, 453, 551, 610]
belker-dealer: —Dealer in— [168, 1596, 238, 1609]
lead-top [1292, 106, 1439, 196]
ad-belker [93, 1571, 313, 1699]
kc-officer-2: John Hayworth, N. King [93, 1226, 214, 1240]
lead-co-sub: in whichever of the following cities is nearest you: [1304, 529, 1427, 548]
lesson-p2: GOLDEN TEXT.—"Men ought always to pray and not to faint."—Luke 18:1. [566, 286, 787, 317]
ad-capudine [1285, 2140, 1447, 2241]
royal-officer-9: N. Smith, E. H. of P. [326, 248, 434, 263]
brown-sub: ICE CREAM PARLOR. [367, 508, 511, 524]
douglas-addr: Beaumont and Lawton Ave. [376, 1259, 502, 1272]
pettus-head: Senator's Long Life. [1100, 516, 1215, 531]
lesson-title-1: ABRAHAM PLEADING [625, 126, 727, 171]
maurer-a4: Main 2103A. Kin. D-25 [448, 1429, 551, 1442]
douglas-acc: FIRST CLASS ACCOMMODATION [346, 1244, 531, 1257]
brown-tag: Everything Strictly First-Class. [356, 583, 521, 597]
temple-officer-2: Carrie Rowen, W. R. [326, 794, 442, 810]
maurer-a6: 2830 Easton Ave. Kin. C-720. [326, 1457, 458, 1470]
gross-addr: 2600 Pine St. [174, 1292, 232, 1305]
gross-title: Millinery. [176, 1306, 230, 1322]
dutch-boy-icon [1390, 106, 1439, 196]
generals-p: There are 25 brigadier generals in the United States army. [1285, 1290, 1447, 1317]
ad-robinson [93, 835, 313, 1002]
saving-headline: THIS IS WORTH SAVING. [1046, 781, 1270, 804]
mack-name: Mrs. W. E. Mack, [148, 1479, 258, 1496]
ad-defiance-starch [1285, 2246, 1447, 2295]
bailey-s2: Blames Hearst. [874, 800, 959, 815]
lead-title: Pure White Lead is the Natural Paint Pigment [1292, 106, 1384, 173]
brown-phone: Bell Phone, Grand 1797. [389, 570, 488, 583]
tip-sub: 70-Year-Old Man Not too Old to Accept a Food Pointer. [1049, 1855, 1267, 1884]
douglas-title: DOUGLAS HOTEL CAFE [357, 1183, 520, 1200]
wood-in: IS IN THE [182, 1045, 223, 1056]
ad-royal-house [326, 97, 551, 453]
